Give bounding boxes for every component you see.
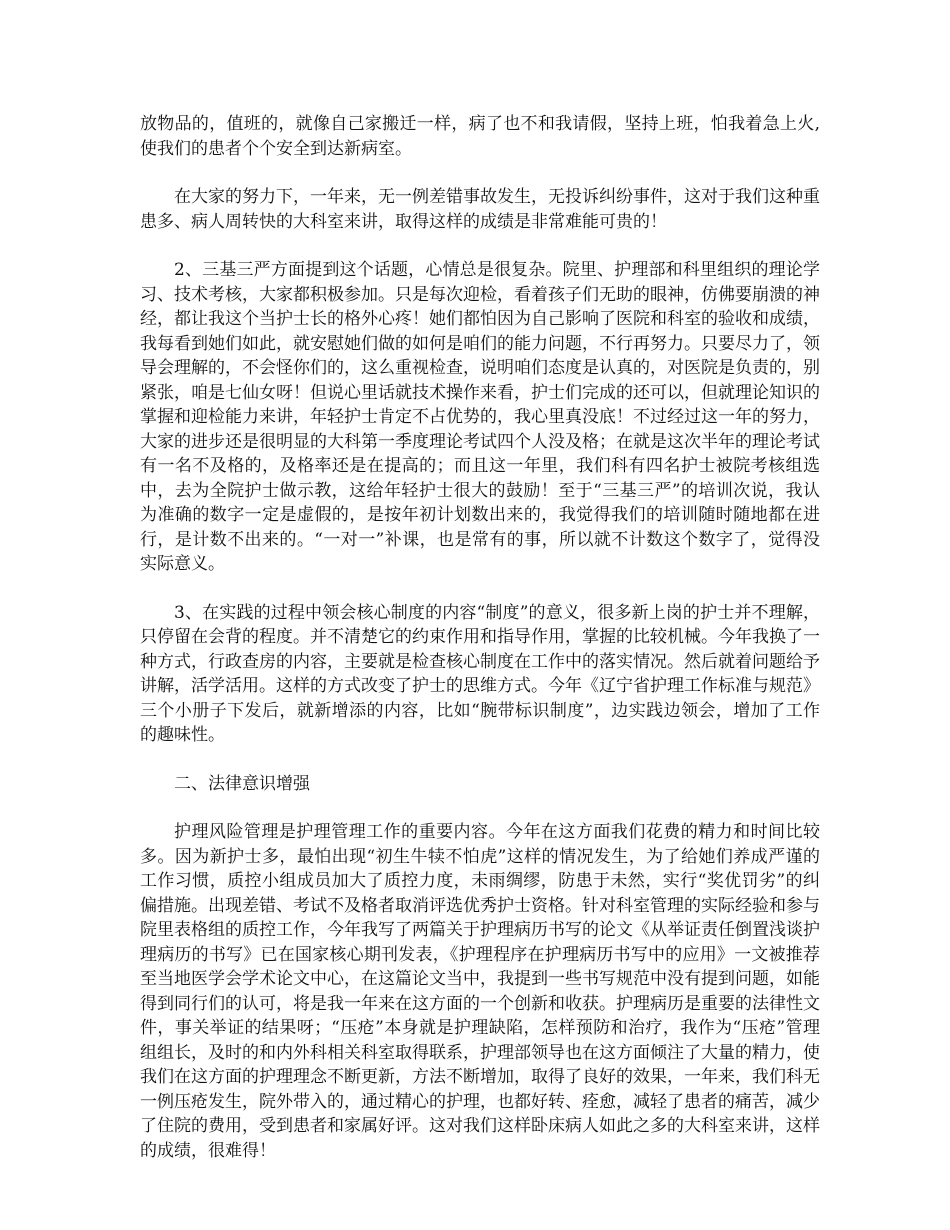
paragraph-three-basics: 2、三基三严方面提到这个话题，心情总是很复杂。院里、护理部和科里组织的理论学习、技术考核，大家都积极参加。只是每次迎检，看着孩子们无助的眼神，仿佛要崩溃的神经，都让我这个当护士长的格外心疼！她们都怕因为自己影响了医院和科室的验收和成绩，我每看到她们如此，就安慰她们做的如何是咱们的能力问题，不行再努力。只要尽力了，领导会理解的，不会怪你们的，这么重视检查，说明咱们态度是认真的，对医院是负责的，别紧张，咱是七仙女呀！但说心里话就技术操作来看，护士们完成的还可以，但就理论知识的掌握和迎检能力来讲，年轻护士肯定不占优势的，我心里真没底！不过经过这一年的努力，大家的进步还是很明显的大科第一季度理论考试四个人没及格；在就是这次半年的理论考试有一名不及格的，及格率还是在提高的；而且这一年里，我们科有四名护士被院考核组选中，去为全院护士做示教，这给年轻护士很大的鼓励！至于“三基三严”的培训次说，我认为准确的数字一定是虚假的，是按年初计划数出来的，我觉得我们的培训随时随地都在进行，是计数不出来的。“一对一”补课，也是常有的事，所以就不计数这个数字了，觉得没实际意义。	[140, 260, 820, 574]
paragraph-no-errors: 在大家的努力下，一年来，无一例差错事故发生，无投诉纠纷事件，这对于我们这种重患多、病人周转快的大科室来讲，取得这样的成绩是非常难能可贵的！	[140, 187, 820, 232]
paragraph-continuation: 放物品的，值班的，就像自己家搬迁一样，病了也不和我请假，坚持上班，怕我着急上火,使我们的患者个个安全到达新病室。	[140, 114, 820, 159]
section-heading-legal-awareness: 二、法律意识增强	[174, 773, 310, 794]
paragraph-risk-management: 护理风险管理是护理管理工作的重要内容。今年在这方面我们花费的精力和时间比较多。因为新护士多，最怕出现“初生牛犊不怕虎”这样的情况发生，为了给她们养成严谨的工作习惯，质控小组成员加大了质控力度，未雨绸缪，防患于未然，实行“奖优罚劣”的纠偏措施。出现差错、考试不及格者取消评选优秀护士资格。针对科室管理的实际经验和参与院里表格组的质控工作，今年我写了两篇关于护理病历书写的论文《从举证责任倒置浅谈护理病历的书写》已在国家核心期刊发表，《护理程序在护理病历书写中的应用》一文被推荐至当地医学会学术论文中心，在这篇论文当中，我提到一些书写规范中没有提到问题，如能得到同行们的认可，将是我一年来在这方面的一个创新和收获。护理病历是重要的法律性文件，事关举证的结果呀；“压疮”本身就是护理缺陷，怎样预防和治疗，我作为“压疮”管理组组长，及时的和内外科相关科室取得联系，护理部领导也在这方面倾注了大量的精力，使我们在这方面的护理理念不断更新，方法不断增加，取得了良好的效果，一年来，我们科无一例压疮发生，院外带入的，通过精心的护理，也都好转、痊愈，减轻了患者的痛苦，减少了住院的费用，受到患者和家属好评。这对我们这样卧床病人如此之多的大科室来讲，这样的成绩，很难得！	[140, 822, 820, 1161]
document-body	[140, 112, 820, 1187]
paragraph-core-system: 3、在实践的过程中领会核心制度的内容“制度”的意义，很多新上岗的护士并不理解，只停留在会背的程度。并不清楚它的约束作用和指导作用，掌握的比较机械。今年我换了一种方式，行政查房的内容，主要就是检查核心制度在工作中的落实情况。然后就着问题给予讲解，活学活用。这样的方式改变了护士的思维方式。今年《辽宁省护理工作标准与规范》三个小册子下发后，就新增添的内容，比如“腕带标识制度”，边实践边领会，增加了工作的趣味性。	[140, 602, 820, 745]
